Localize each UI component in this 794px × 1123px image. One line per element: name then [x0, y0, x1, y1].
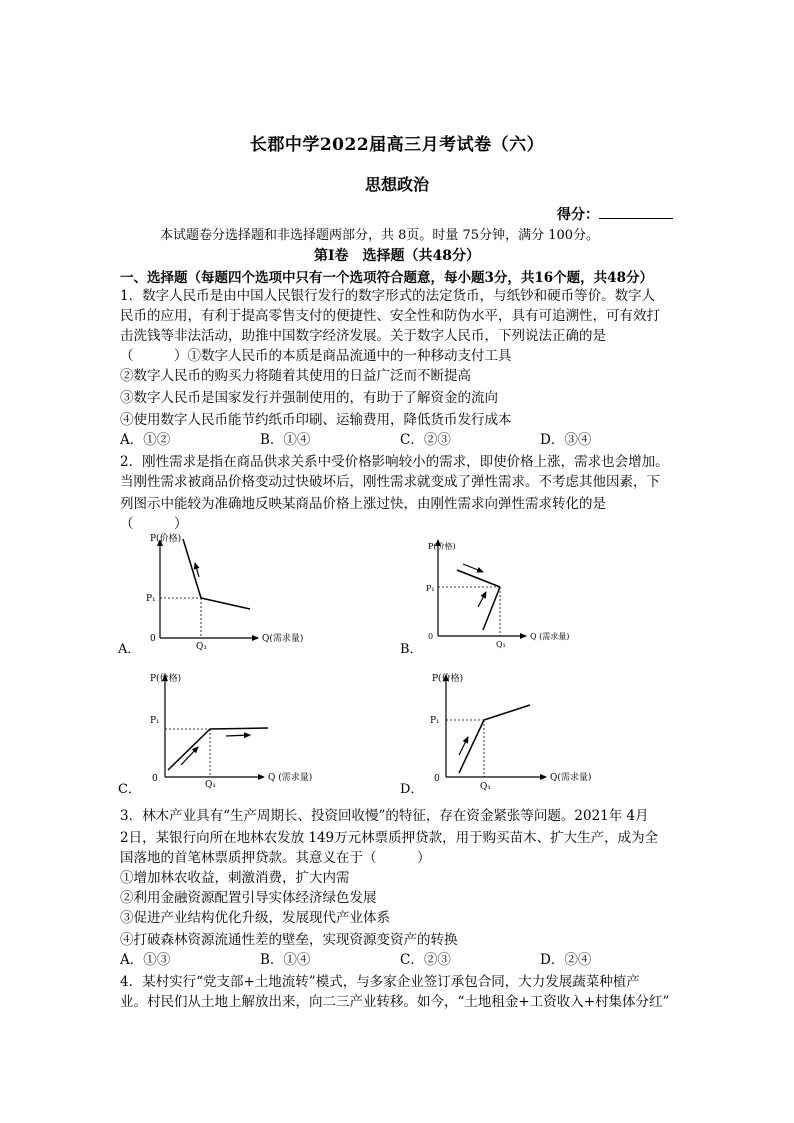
- graph-d[interactable]: [400, 672, 591, 797]
- score-label: 得分：: [557, 207, 599, 223]
- part-heading: 第Ⅰ卷 选择题（共48分）: [313, 248, 481, 264]
- graph-c-p1: P₁: [150, 716, 160, 726]
- graph-a-p1: P₁: [146, 594, 156, 604]
- graph-d-flat-curve: [484, 705, 530, 720]
- graph-b-p1: P₁: [426, 584, 435, 593]
- q1-options: [120, 430, 680, 450]
- q1-line: ③数字人民币是国家发行并强制使用的，有助于了解资金的流向: [120, 390, 498, 406]
- graph-c-arrow-right: [226, 735, 250, 736]
- graph-b-flat-curve: [457, 570, 500, 587]
- q1-line: 击洗钱等非法活动，助推中国数字经济发展。关于数字人民币，下列说法正确的是: [120, 328, 606, 344]
- score-field: [557, 204, 673, 224]
- graph-a-x-label: Q(需求量): [262, 634, 304, 644]
- graph-b-x-label: Q (需求量): [530, 632, 570, 641]
- graph-c[interactable]: [118, 672, 312, 797]
- q4-line: 业。村民们从土地上解放出来，向二三产业转移。如今，“土地租金+工资收入+村集体分红”: [120, 994, 670, 1010]
- exam-intro: 本试题卷分选择题和非选择题两部分，共 8页。时量 75分钟，满分 100分。: [160, 228, 600, 243]
- graph-a-flat-curve: [201, 598, 250, 609]
- graph-c-label: C．: [118, 782, 141, 797]
- q1-option-d[interactable]: D．③④: [540, 432, 592, 448]
- graph-d-q1: Q₁: [480, 782, 491, 792]
- q1-line: ④使用数字人民币能节约纸币印刷、运输费用，降低货币发行成本: [120, 412, 512, 428]
- graph-b-label: B．: [400, 642, 423, 657]
- graph-d-label: D．: [400, 782, 424, 797]
- q1-line: ②数字人民币的购买力将随着其使用的日益广泛而不断提高: [120, 368, 471, 384]
- q1-line: （ ）①数字人民币的本质是商品流通中的一种移动支付工具: [120, 348, 512, 364]
- q3-line: ①增加林农收益，刺激消费，扩大内需: [120, 870, 350, 886]
- q2-graphs: [0, 525, 794, 805]
- q1-line: 民币的应用，有利于提高零售支付的便捷性、安全性和防伪水平，具有可追溯性，可有效打: [120, 308, 660, 324]
- graph-a[interactable]: [117, 532, 303, 657]
- graph-a-y-label: P(价格): [150, 534, 182, 544]
- graph-a-label: A．: [118, 642, 141, 657]
- q2-line: 2．刚性需求是指在商品供求关系中受价格影响较小的需求，即使价格上涨，需求也会增加。: [120, 454, 669, 470]
- graph-a-origin: 0: [150, 634, 156, 644]
- q3-line: 3．林木产业具有“生产周期长、投资回收慢”的特征，存在资金紧张等问题。2021年 4月: [120, 808, 649, 824]
- q3-option-b[interactable]: B．①④: [260, 952, 311, 968]
- graph-b[interactable]: [400, 540, 569, 657]
- q4-line: 4．某村实行“党支部+土地流转”模式，与多家企业签订承包合同，大力发展蔬菜种植产: [120, 974, 640, 990]
- q1-option-c[interactable]: C．②③: [400, 432, 451, 448]
- q3-option-d[interactable]: D．②④: [540, 952, 592, 968]
- q1-option-a[interactable]: A．①②: [120, 432, 171, 448]
- graph-d-arrow: [459, 737, 468, 755]
- graph-b-arrow-up: [478, 592, 486, 607]
- graph-b-y-label: P(价格): [428, 542, 456, 551]
- score-blank: [599, 206, 673, 219]
- graph-c-origin: 0: [152, 774, 158, 784]
- q3-line: 国落地的首笔林票质押贷款。其意义在于（ ）: [120, 850, 431, 866]
- q2-line: （ ）: [120, 516, 188, 532]
- q2-line: 列图示中能较为准确地反映某商品价格上涨过快，由刚性需求向弹性需求转化的是: [120, 496, 606, 512]
- graph-c-steep-curve: [168, 729, 210, 770]
- graph-b-q1: Q₁: [496, 640, 506, 649]
- graph-c-q1: Q₁: [205, 780, 216, 790]
- section-heading: 一、选择题（每题四个选项中只有一个选项符合题意，每小题3分，共16个题，共48分）: [120, 270, 653, 286]
- graph-a-arrow: [195, 563, 199, 577]
- graph-d-y-label: P(价格): [432, 674, 464, 684]
- q3-options: [120, 950, 680, 970]
- q1-line: 1．数字人民币是由中国人民银行发行的数字形式的法定货币，与纸钞和硬币等价。数字人: [120, 288, 656, 304]
- subject-title: 思想政治: [364, 175, 429, 194]
- q1-option-b[interactable]: B．①④: [260, 432, 311, 448]
- graph-c-flat-curve: [210, 728, 268, 729]
- q3-line: ②利用金融资源配置引导实体经济绿色发展: [120, 890, 377, 906]
- graph-d-p1: P₁: [430, 716, 440, 726]
- graph-a-steep-curve: [183, 539, 201, 598]
- graph-b-arrow-right: [463, 564, 483, 572]
- graph-c-x-label: Q (需求量): [268, 773, 313, 783]
- graph-b-origin: 0: [428, 632, 434, 641]
- graph-c-y-label: P(价格): [150, 674, 182, 684]
- q3-line: ③促进产业结构优化升级，发展现代产业体系: [120, 910, 390, 926]
- q3-option-a[interactable]: A．①③: [120, 952, 171, 968]
- graph-d-x-label: Q(需求量): [550, 773, 592, 783]
- q2-line: 当刚性需求被商品价格变动过快破坏后，刚性需求就变成了弹性需求。不考虑其他因素，下: [120, 474, 660, 490]
- q3-line: 2日，某银行向所在地林农发放 149万元林票质押贷款，用于购买苗木、扩大生产，成为全: [120, 830, 659, 846]
- graph-a-q1: Q₁: [196, 642, 207, 652]
- exam-title: 长郡中学2022届高三月考试卷（六）: [249, 135, 545, 155]
- graph-d-origin: 0: [434, 774, 440, 784]
- q3-line: ④打破森林资源流通性差的壁垒，实现资源变资产的转换: [120, 932, 458, 948]
- q3-option-c[interactable]: C．②③: [400, 952, 451, 968]
